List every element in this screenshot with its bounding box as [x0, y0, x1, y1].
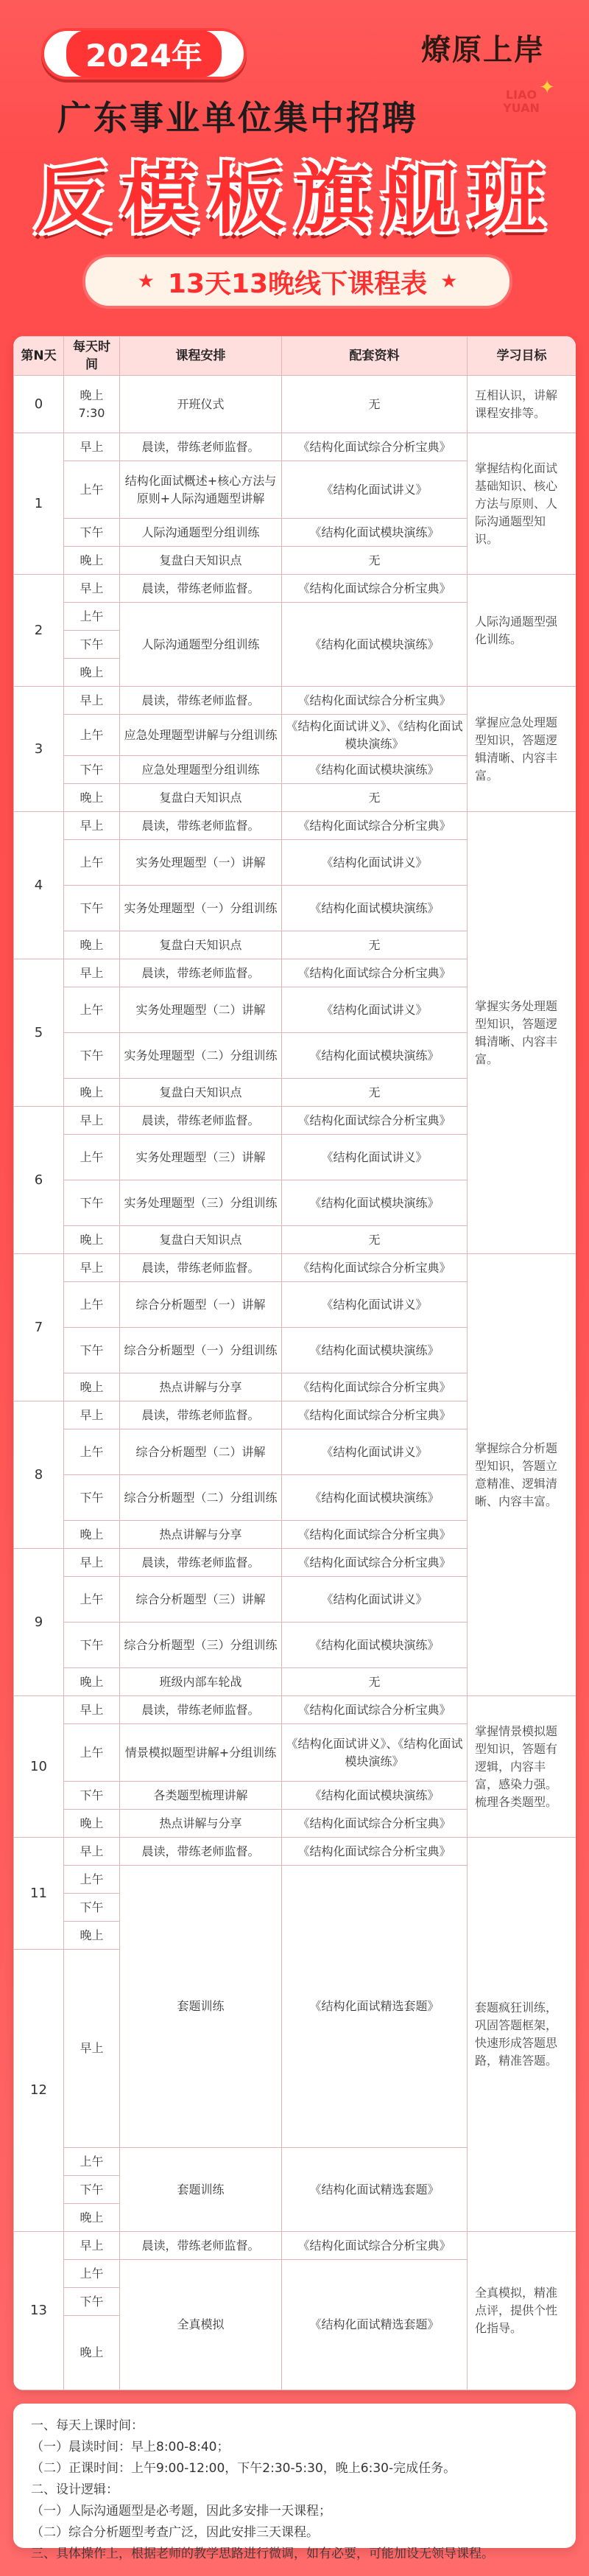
material-cell: 《结构化面试综合分析宝典》: [282, 1696, 468, 1724]
time-cell: 下午: [64, 1180, 120, 1226]
table-row: [14, 575, 576, 603]
material-cell: 无: [282, 1226, 468, 1254]
course-cell: 实务处理题型（三）分组训练: [120, 1180, 282, 1226]
material-cell: 《结构化面试模块演练》: [282, 1623, 468, 1668]
note-line: （二）综合分析题型考查广泛，因此安排三天课程。: [31, 2525, 319, 2540]
course-cell: 热点讲解与分享: [120, 1373, 282, 1401]
goal-cell: 掌握结构化面试基础知识、核心方法与原则、人际沟通题型知识。: [468, 433, 576, 575]
course-cell: 综合分析题型（三）讲解: [120, 1577, 282, 1623]
year-badge: [41, 28, 247, 80]
table-row: [14, 1696, 576, 1724]
course-cell: 人际沟通题型分组训练: [120, 603, 282, 687]
time-cell: 上午: [64, 1724, 120, 1782]
day-cell: 4: [14, 812, 64, 959]
course-cell: 复盘白天知识点: [120, 1226, 282, 1254]
material-cell: 《结构化面试综合分析宝典》: [282, 1254, 468, 1282]
time-cell: 上午: [64, 840, 120, 886]
material-cell: 《结构化面试模块演练》: [282, 1180, 468, 1226]
time-cell: 晚上: [64, 547, 120, 575]
course-cell: 实务处理题型（一）分组训练: [120, 886, 282, 931]
course-cell: 复盘白天知识点: [120, 547, 282, 575]
schedule-table: [13, 336, 576, 2390]
time-cell: 上午: [64, 1135, 120, 1180]
material-cell: 《结构化面试讲义》: [282, 1135, 468, 1180]
material-cell: 《结构化面试综合分析宝典》: [282, 687, 468, 715]
course-cell: 结构化面试概述+核心方法与原则+人际沟通题型讲解: [120, 461, 282, 519]
day-cell: 11: [14, 1838, 64, 1950]
course-cell: 综合分析题型（一）分组训练: [120, 1328, 282, 1373]
course-cell: 复盘白天知识点: [120, 784, 282, 812]
time-cell: 上午: [64, 2148, 120, 2176]
time-cell: 早上: [64, 959, 120, 987]
time-cell: 早上: [64, 687, 120, 715]
goal-cell: 人际沟通题型强化训练。: [468, 575, 576, 687]
day-cell: 6: [14, 1107, 64, 1254]
day-cell: 0: [14, 376, 64, 433]
time-cell: 下午: [64, 1894, 120, 1922]
course-cell: 晨读，带练老师监督。: [120, 959, 282, 987]
table-row: [14, 1838, 576, 1866]
course-cell: 晨读，带练老师监督。: [120, 1254, 282, 1282]
day-cell: 5: [14, 959, 64, 1107]
material-cell: 《结构化面试综合分析宝典》: [282, 1373, 468, 1401]
course-cell: 各类题型梳理讲解: [120, 1782, 282, 1810]
star-icon: ★: [440, 270, 458, 293]
material-cell: 《结构化面试讲义》、《结构化面试模块演练》: [282, 1724, 468, 1782]
time-cell: 上午: [64, 1866, 120, 1894]
schedule-table-card: [13, 336, 576, 2390]
table-row: [14, 376, 576, 433]
course-cell: 热点讲解与分享: [120, 1521, 282, 1549]
note-line: （一）人际沟通题型是必考题，因此多安排一天课程；: [31, 2504, 331, 2519]
material-cell: 《结构化面试综合分析宝典》: [282, 1810, 468, 1838]
course-cell: 班级内部车轮战: [120, 1668, 282, 1696]
time-cell: 下午: [64, 1623, 120, 1668]
time-cell: 下午: [64, 1475, 120, 1521]
logo-line1: LIAO: [505, 88, 537, 102]
material-cell: 无: [282, 784, 468, 812]
day-cell: 2: [14, 575, 64, 687]
goal-cell: 掌握应急处理题型知识，答题逻辑清晰、内容丰富。: [468, 687, 576, 812]
time-cell: 下午: [64, 631, 120, 659]
course-cell: 晨读，带练老师监督。: [120, 1107, 282, 1135]
course-cell: 晨读，带练老师监督。: [120, 1838, 282, 1866]
material-cell: 无: [282, 1079, 468, 1107]
time-cell: 下午: [64, 1033, 120, 1079]
course-cell: 复盘白天知识点: [120, 1079, 282, 1107]
course-cell: 晨读，带练老师监督。: [120, 575, 282, 603]
goal-cell: 掌握情景模拟题型知识，答题有逻辑，内容丰富，感染力强。梳理各类题型。: [468, 1696, 576, 1838]
course-cell: 晨读，带练老师监督。: [120, 1401, 282, 1429]
time-cell: 早上: [64, 2232, 120, 2260]
time-cell: 下午: [64, 1782, 120, 1810]
course-cell: 实务处理题型（二）讲解: [120, 987, 282, 1033]
time-cell: 上午: [64, 461, 120, 519]
time-cell: 下午: [64, 2176, 120, 2204]
day-cell: 9: [14, 1549, 64, 1696]
course-cell: 综合分析题型（一）讲解: [120, 1282, 282, 1328]
note-line: 三、具体操作上，根据老师的教学思路进行微调，如有必要，可能加设无领导课程。: [31, 2547, 494, 2561]
time-cell: 晚上: [64, 1668, 120, 1696]
time-cell: 晚上7:30: [64, 376, 120, 433]
course-cell: 晨读，带练老师监督。: [120, 1696, 282, 1724]
material-cell: 《结构化面试综合分析宝典》: [282, 575, 468, 603]
time-cell: 下午: [64, 1328, 120, 1373]
year-text: 2024年: [66, 30, 222, 77]
time-cell: 晚上: [64, 1810, 120, 1838]
material-cell: 《结构化面试模块演练》: [282, 1328, 468, 1373]
material-cell: 《结构化面试模块演练》: [282, 603, 468, 687]
time-cell: 晚上: [64, 1079, 120, 1107]
goal-cell: 套题疯狂训练，巩固答题框架，快速形成答题思路，精准答题。: [468, 1838, 576, 2232]
course-cell: 晨读，带练老师监督。: [120, 1549, 282, 1577]
course-cell: 实务处理题型（一）讲解: [120, 840, 282, 886]
time-cell: 晚上: [64, 784, 120, 812]
time-cell: 上午: [64, 987, 120, 1033]
time-cell: 下午: [64, 886, 120, 931]
course-cell: 晨读，带练老师监督。: [120, 433, 282, 461]
material-cell: 无: [282, 376, 468, 433]
time-cell: 晚上: [64, 659, 120, 687]
material-cell: 《结构化面试精选套题》: [282, 2148, 468, 2232]
time-cell: 下午: [64, 2288, 120, 2316]
material-cell: 《结构化面试模块演练》: [282, 1033, 468, 1079]
column-header: 每天时间: [64, 337, 120, 376]
goal-cell: 掌握实务处理题型知识，答题逻辑清晰、内容丰富。: [468, 812, 576, 1254]
course-cell: 综合分析题型（二）讲解: [120, 1429, 282, 1475]
day-cell: 12: [14, 1950, 64, 2232]
column-header: 课程安排: [120, 337, 282, 376]
notes-card: [13, 2404, 576, 2561]
subtitle-banner: [82, 254, 512, 309]
time-cell: 早上: [64, 812, 120, 840]
material-cell: 无: [282, 1668, 468, 1696]
time-cell: 下午: [64, 756, 120, 784]
time-cell: 早上: [64, 1401, 120, 1429]
note-line: （二）正课时间：上午9:00-12:00，下午2:30-5:30，晚上6:30-完成任务。: [31, 2461, 456, 2476]
time-cell: 晚上: [64, 2316, 120, 2390]
table-row: [14, 812, 576, 840]
material-cell: 《结构化面试综合分析宝典》: [282, 1107, 468, 1135]
material-cell: 《结构化面试综合分析宝典》: [282, 1401, 468, 1429]
course-cell: 综合分析题型（三）分组训练: [120, 1623, 282, 1668]
time-cell: 上午: [64, 715, 120, 756]
material-cell: 无: [282, 931, 468, 959]
page-title: 反模板旗舰班: [33, 154, 555, 244]
material-cell: 无: [282, 547, 468, 575]
day-cell: 10: [14, 1696, 64, 1838]
table-header-row: [14, 337, 576, 376]
material-cell: 《结构化面试精选套题》: [282, 1866, 468, 2148]
material-cell: 《结构化面试讲义》: [282, 461, 468, 519]
time-cell: 早上: [64, 1838, 120, 1866]
material-cell: 《结构化面试综合分析宝典》: [282, 2232, 468, 2260]
note-line: 一、每天上课时间：: [31, 2418, 144, 2433]
goal-cell: 掌握综合分析题型知识，答题立意精准、逻辑清晰、内容丰富。: [468, 1254, 576, 1696]
material-cell: 《结构化面试讲义》、《结构化面试模块演练》: [282, 715, 468, 756]
course-cell: 套题训练: [120, 2148, 282, 2232]
time-cell: 晚上: [64, 931, 120, 959]
time-cell: 晚上: [64, 1226, 120, 1254]
material-cell: 《结构化面试精选套题》: [282, 2260, 468, 2390]
material-cell: 《结构化面试模块演练》: [282, 519, 468, 547]
time-cell: 早上: [64, 1950, 120, 2148]
course-cell: 套题训练: [120, 1866, 282, 2148]
brand-logo: [498, 77, 555, 115]
header: [0, 0, 589, 345]
course-cell: 人际沟通题型分组训练: [120, 519, 282, 547]
note-line: 二、设计逻辑：: [31, 2482, 119, 2497]
course-cell: 复盘白天知识点: [120, 931, 282, 959]
time-cell: 晚上: [64, 1373, 120, 1401]
material-cell: 《结构化面试讲义》: [282, 987, 468, 1033]
material-cell: 《结构化面试讲义》: [282, 1429, 468, 1475]
day-cell: 13: [14, 2232, 64, 2390]
material-cell: 《结构化面试讲义》: [282, 840, 468, 886]
material-cell: 《结构化面试综合分析宝典》: [282, 1838, 468, 1866]
time-cell: 早上: [64, 1549, 120, 1577]
sparkle-icon: ✦: [539, 77, 555, 99]
subtitle-text: 13天13晚线下课程表: [167, 268, 428, 299]
material-cell: 《结构化面试综合分析宝典》: [282, 1549, 468, 1577]
table-row: [14, 687, 576, 715]
note-line: （一）晨读时间：早上8:00-8:40；: [31, 2440, 230, 2454]
course-cell: 晨读，带练老师监督。: [120, 812, 282, 840]
material-cell: 《结构化面试综合分析宝典》: [282, 959, 468, 987]
time-cell: 上午: [64, 603, 120, 631]
logo-line2: YUAN: [503, 101, 540, 115]
time-cell: 下午: [64, 519, 120, 547]
column-header: 学习目标: [468, 337, 576, 376]
time-cell: 早上: [64, 1696, 120, 1724]
day-cell: 8: [14, 1401, 64, 1549]
time-cell: 晚上: [64, 2204, 120, 2232]
day-cell: 1: [14, 433, 64, 575]
column-header: 配套资料: [282, 337, 468, 376]
star-icon: ★: [137, 270, 155, 293]
time-cell: 早上: [64, 433, 120, 461]
time-cell: 晚上: [64, 1521, 120, 1549]
course-cell: 热点讲解与分享: [120, 1810, 282, 1838]
schedule-body: [14, 376, 576, 2390]
recruit-heading: 广东事业单位集中招聘: [57, 98, 418, 138]
time-cell: 上午: [64, 2260, 120, 2288]
material-cell: 《结构化面试模块演练》: [282, 1782, 468, 1810]
table-row: [14, 1254, 576, 1282]
time-cell: 上午: [64, 1282, 120, 1328]
material-cell: 《结构化面试综合分析宝典》: [282, 812, 468, 840]
material-cell: 《结构化面试综合分析宝典》: [282, 1521, 468, 1549]
column-header: 第N天: [14, 337, 64, 376]
day-cell: 7: [14, 1254, 64, 1401]
material-cell: 《结构化面试模块演练》: [282, 1475, 468, 1521]
material-cell: 《结构化面试模块演练》: [282, 756, 468, 784]
course-cell: 实务处理题型（三）讲解: [120, 1135, 282, 1180]
course-cell: 晨读，带练老师监督。: [120, 687, 282, 715]
time-cell: 早上: [64, 575, 120, 603]
material-cell: 《结构化面试模块演练》: [282, 886, 468, 931]
course-cell: 全真模拟: [120, 2260, 282, 2390]
course-cell: 应急处理题型讲解与分组训练: [120, 715, 282, 756]
time-cell: 上午: [64, 1429, 120, 1475]
brand-name: 燎原上岸: [421, 32, 545, 67]
time-cell: 早上: [64, 1107, 120, 1135]
course-cell: 情景模拟题型讲解+分组训练: [120, 1724, 282, 1782]
course-cell: 应急处理题型分组训练: [120, 756, 282, 784]
material-cell: 《结构化面试综合分析宝典》: [282, 433, 468, 461]
course-cell: 综合分析题型（二）分组训练: [120, 1475, 282, 1521]
course-cell: 开班仪式: [120, 376, 282, 433]
time-cell: 早上: [64, 1254, 120, 1282]
material-cell: 《结构化面试讲义》: [282, 1282, 468, 1328]
time-cell: 上午: [64, 1577, 120, 1623]
goal-cell: 互相认识，讲解课程安排等。: [468, 376, 576, 433]
material-cell: 《结构化面试讲义》: [282, 1577, 468, 1623]
day-cell: 3: [14, 687, 64, 812]
course-cell: 实务处理题型（二）分组训练: [120, 1033, 282, 1079]
table-row: [14, 433, 576, 461]
table-row: [14, 2232, 576, 2260]
time-cell: 晚上: [64, 1922, 120, 1950]
goal-cell: 全真模拟，精准点评，提供个性化指导。: [468, 2232, 576, 2390]
course-cell: 晨读，带练老师监督。: [120, 2232, 282, 2260]
